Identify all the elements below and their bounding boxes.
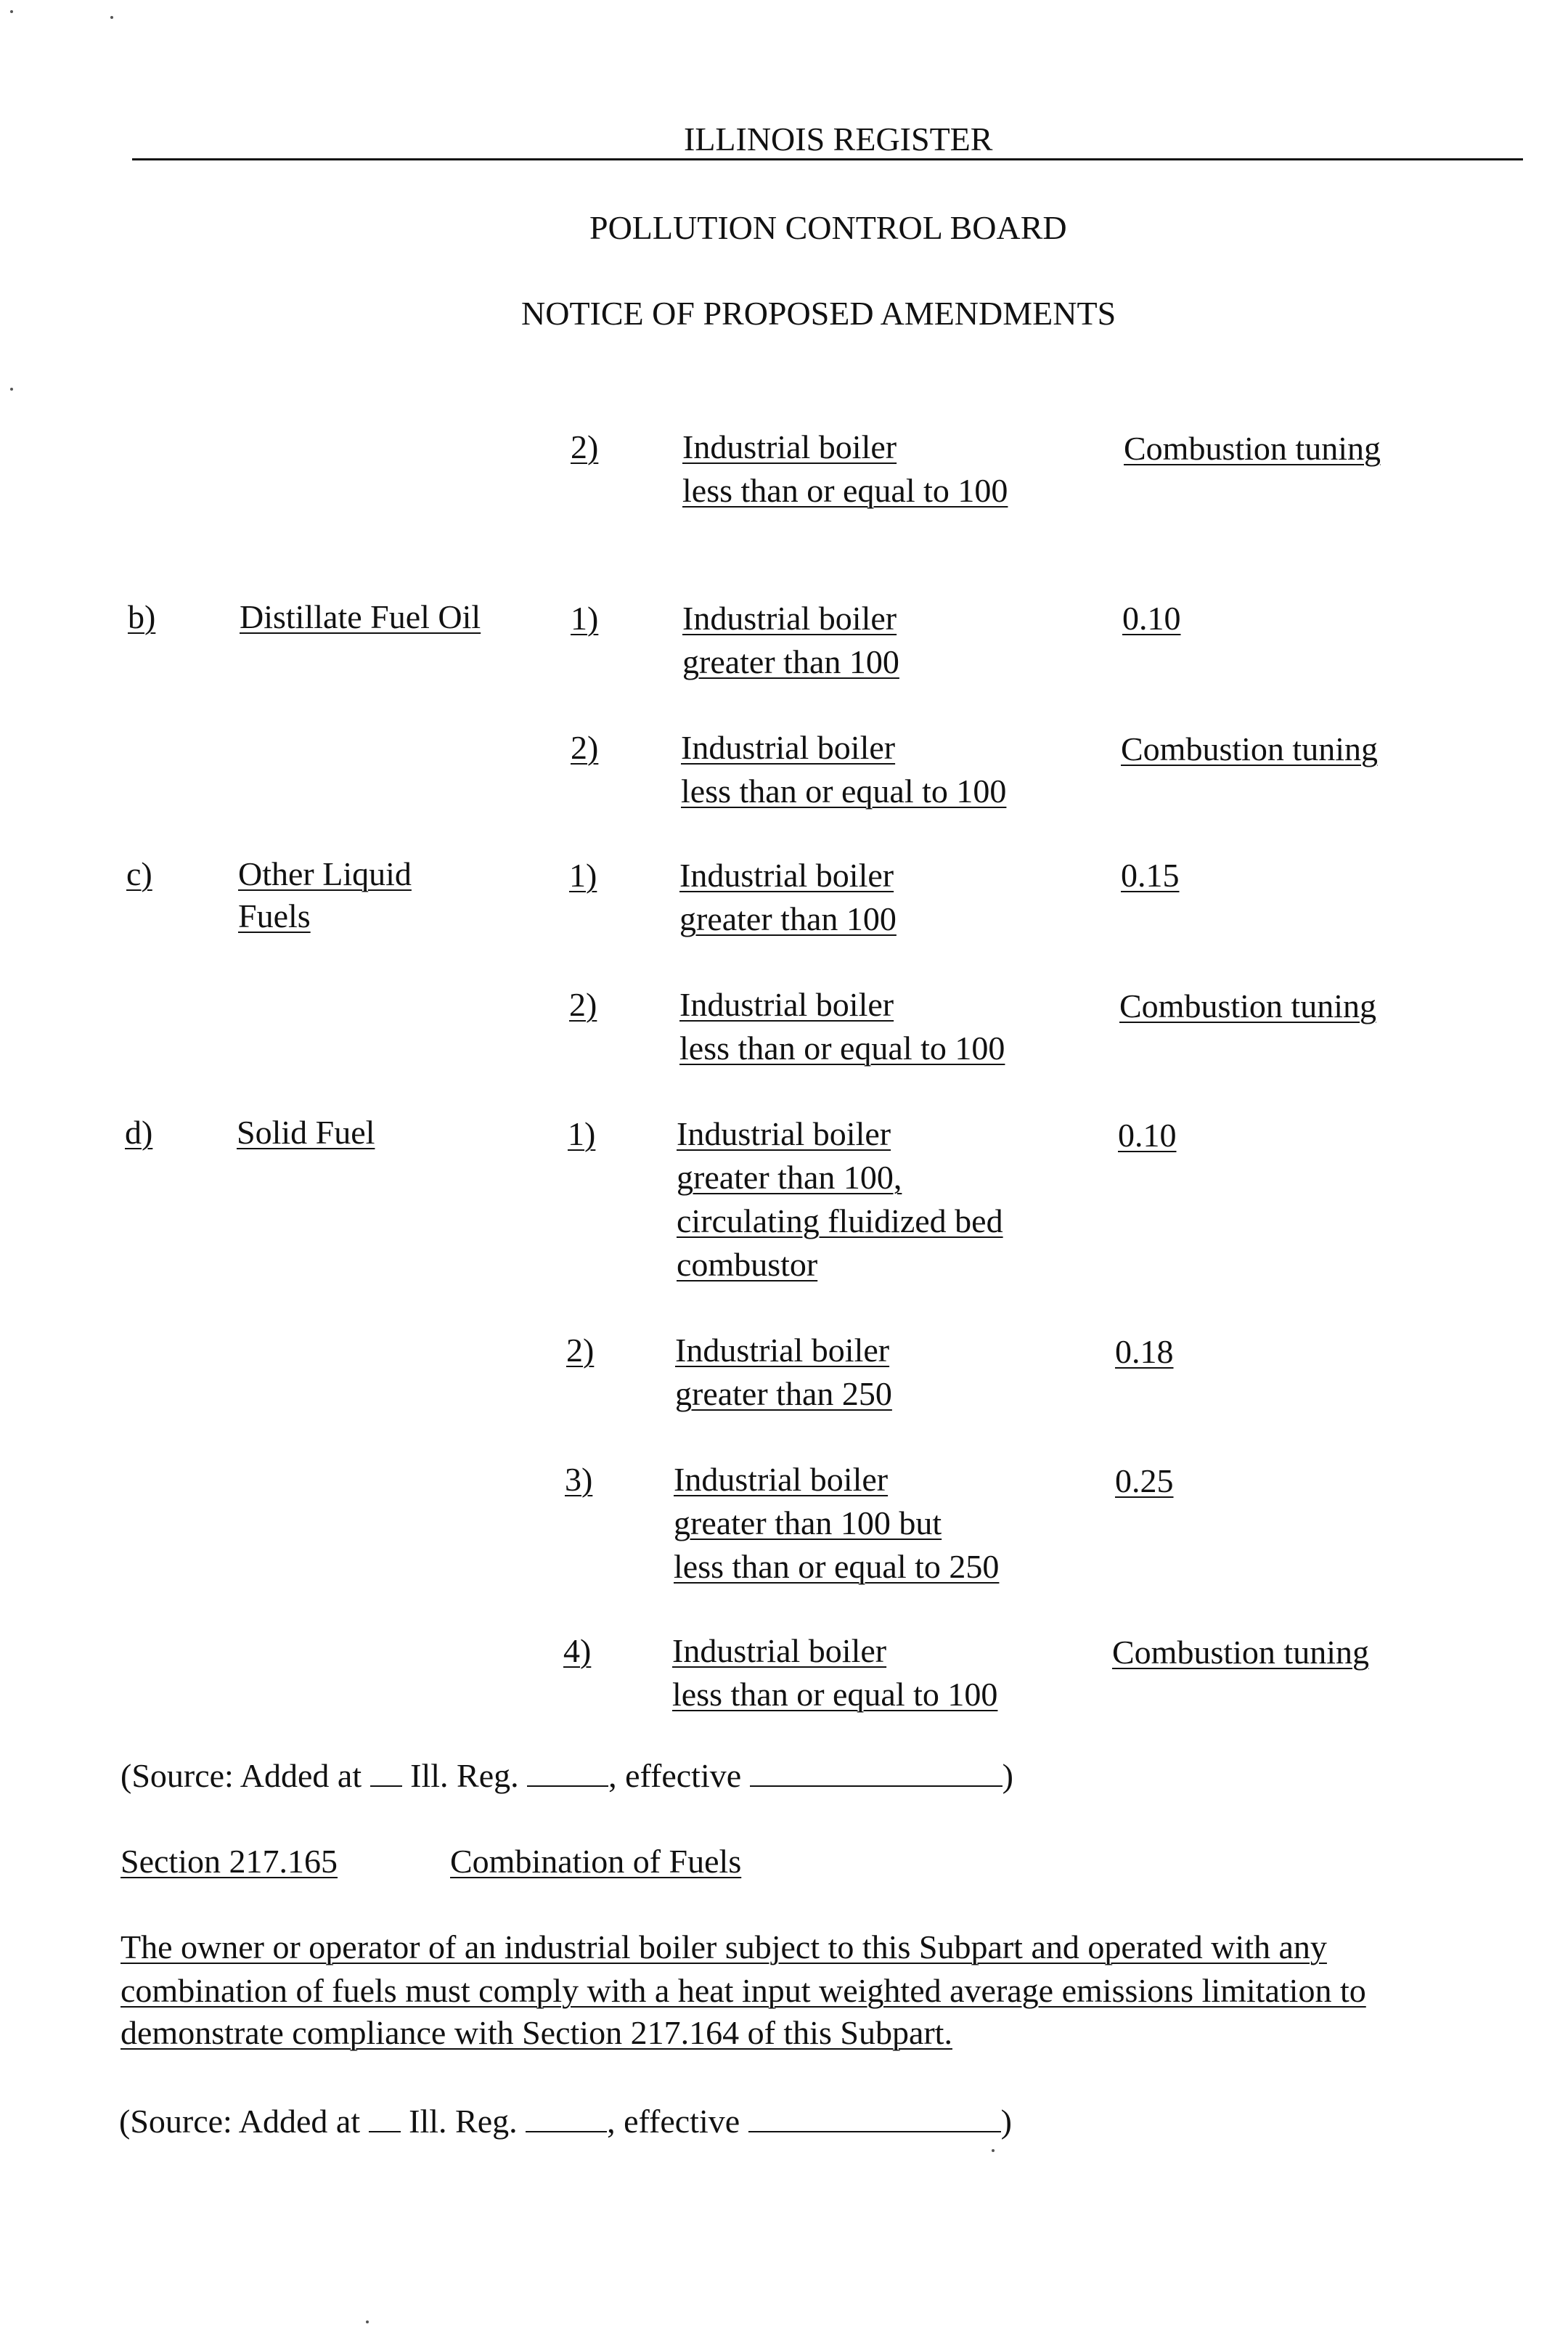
register-title: ILLINOIS REGISTER (684, 121, 993, 158)
row-number: 1) (571, 600, 599, 637)
row-number: 2) (566, 1332, 595, 1369)
row-limit: Combustion tuning (1112, 1634, 1369, 1671)
fuel-letter: d) (125, 1114, 153, 1151)
scan-speck (10, 388, 13, 391)
section-body-line: combination of fuels must comply with a heat input weighted average emissions limitation to (121, 1972, 1366, 2009)
source-note-text: (Source: Added at (119, 2103, 361, 2140)
row-description: greater than 100 but (674, 1504, 942, 1541)
source-note-text: (Source: Added at (121, 1757, 362, 1794)
row-number: 1) (568, 1115, 596, 1152)
blank-line (370, 1759, 402, 1787)
row-description: greater than 100 (682, 643, 899, 680)
row-description: greater than 100, (677, 1159, 902, 1196)
fuel-letter: c) (126, 855, 152, 892)
row-limit: 0.10 (1122, 600, 1181, 637)
source-note (119, 2100, 1012, 2143)
row-number: 3) (565, 1461, 593, 1498)
blank-line (748, 2105, 1001, 2132)
agency-title: POLLUTION CONTROL BOARD (589, 209, 1067, 246)
section-number: Section 217.165 (121, 1843, 338, 1880)
row-number: 2) (571, 428, 599, 465)
header-rule (132, 158, 1523, 160)
row-description: Industrial boiler (675, 1332, 890, 1369)
row-description: combustor (677, 1246, 818, 1283)
row-number: 2) (569, 986, 597, 1023)
row-description: less than or equal to 100 (681, 773, 1007, 810)
fuel-type: Distillate Fuel Oil (240, 598, 481, 635)
blank-line (526, 2105, 607, 2132)
row-limit: 0.15 (1121, 857, 1180, 894)
scan-speck (110, 16, 113, 19)
row-description: Industrial boiler (679, 857, 894, 894)
row-description: circulating fluidized bed (677, 1202, 1003, 1239)
blank-line (527, 1759, 608, 1787)
fuel-type: Other Liquid (238, 855, 412, 892)
row-description: Industrial boiler (674, 1461, 889, 1498)
section-body-line: demonstrate compliance with Section 217.164 of this Subpart. (121, 2014, 952, 2051)
row-number: 4) (563, 1632, 592, 1669)
source-note-text: Ill. Reg. (410, 1757, 519, 1794)
source-note-text: , effective (607, 2103, 740, 2140)
row-limit: Combustion tuning (1121, 730, 1378, 767)
source-note (121, 1754, 1013, 1798)
row-description: Industrial boiler (682, 600, 897, 637)
fuel-letter: b) (128, 598, 156, 635)
row-number: 1) (569, 857, 597, 894)
scan-speck (10, 10, 13, 13)
row-description: less than or equal to 100 (679, 1030, 1005, 1067)
row-limit: 0.10 (1118, 1117, 1177, 1154)
row-limit: Combustion tuning (1124, 430, 1381, 467)
section-title: Combination of Fuels (450, 1843, 742, 1880)
row-description: Industrial boiler (677, 1115, 891, 1152)
row-limit: 0.18 (1115, 1333, 1174, 1370)
row-description: Industrial boiler (672, 1632, 887, 1669)
row-description: greater than 100 (679, 900, 897, 937)
notice-title: NOTICE OF PROPOSED AMENDMENTS (521, 295, 1116, 332)
scan-speck (992, 2149, 995, 2152)
row-description: less than or equal to 100 (682, 472, 1008, 509)
row-description: less than or equal to 100 (672, 1676, 998, 1713)
source-note-text: ) (1000, 2103, 1012, 2140)
blank-line (369, 2105, 401, 2132)
row-limit: 0.25 (1115, 1462, 1174, 1499)
fuel-type: Fuels (238, 897, 311, 934)
source-note-text: ) (1002, 1757, 1013, 1794)
scan-speck (366, 2320, 369, 2323)
row-description: Industrial boiler (679, 986, 894, 1023)
row-limit: Combustion tuning (1119, 987, 1376, 1024)
row-description: Industrial boiler (681, 729, 896, 766)
blank-line (750, 1759, 1003, 1787)
section-body-line: The owner or operator of an industrial boiler subject to this Subpart and operated with any (121, 1928, 1327, 1965)
source-note-text: , effective (608, 1757, 742, 1794)
row-number: 2) (571, 729, 599, 766)
row-description: Industrial boiler (682, 428, 897, 465)
source-note-text: Ill. Reg. (409, 2103, 518, 2140)
row-description: greater than 250 (675, 1375, 892, 1412)
fuel-type: Solid Fuel (237, 1114, 375, 1151)
row-description: less than or equal to 250 (674, 1548, 1000, 1585)
